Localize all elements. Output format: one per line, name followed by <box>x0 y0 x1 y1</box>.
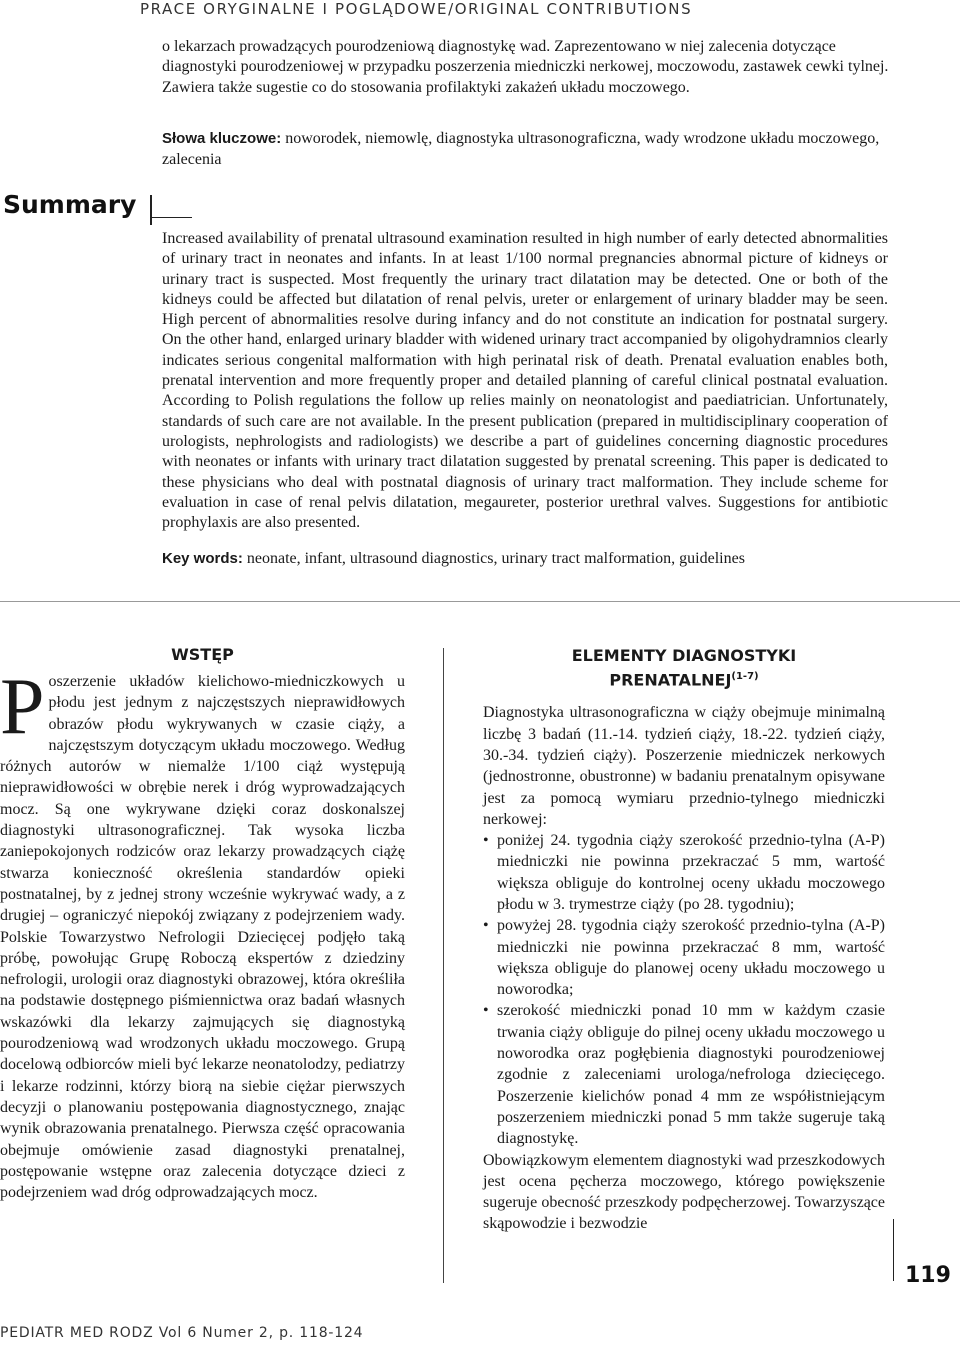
keywords-english-text: neonate, infant, ultrasound diagnostics, urinary tract malformation, guidelines <box>242 550 745 567</box>
section-separator <box>0 601 960 602</box>
left-column <box>0 645 405 1203</box>
prenatal-outro: Obowiązkowym elementem diagnostyki wad przeszkodowych jest ocena pęcherza moczowego, którego powiększenie sugeruje obecność przeszkody podpęcherzowej. Towarzyszące skąpowodzie i bezwodzie <box>483 1151 885 1233</box>
list-item: • powyżej 28. tygodnia ciąży szerokość przednio-tylna (A-P) miedniczki nie powinna przekraczać 8 mm, wartość większa obliguje do planowej oceny układu moczowego u noworodka; <box>483 915 885 1000</box>
keywords-polish-text: noworodek, niemowlę, diagnostyka ultrasonograficzna, wady wrodzone układu moczowego, zalecenia <box>162 130 880 168</box>
section-heading-intro: WSTĘP <box>171 645 234 664</box>
abstract-polish <box>162 37 892 98</box>
summary-text: Increased availability of prenatal ultrasound examination resulted in high number of early detected abnormalities of urinary tract in neonates and infants. In at least 1/100 normal pregnancies abnormal picture of kidneys or urinary tract is suspected. Most frequently the urinary tract dilatation may be detected. One or both of the kidneys could be affected but dilatation of renal pelvis, ureter or enlargement of urinary bladder may be seen. High percent of abnormalities resolve during infancy and do not constitute an indication for postnatal surgery. On the other hand, enlarged urinary bladder with widened urinary tract accompanied by oligohydramnios clearly indicates serious congenital malformation with high perinatal risk of death. Prenatal evaluation enables both, prenatal intervention and more frequently proper and detailed planning of careful clinical postnatal evaluation. According to Polish regulations the follow up relies mainly on neonatologist and paediatrician. Unfortunately, standards of such care are not available. In the present publication (prepared in multidisciplinary cooperation of urologists, nephrologists and radiologists) we describe a part of guidelines concerning diagnostic procedures with neonates or infants with urinary tract dilatation suggested by prenatal screening. This paper is dedicated to these physicians who deal with postnatal diagnosis of urinary tract malformation. They include scheme for evaluation in case of renal pelvis dilatation, megaureter, posterior urethral valves. Suggestions for antibiotic prophylaxis are also presented. <box>162 230 888 532</box>
running-footer: PEDIATR MED RODZ Vol 6 Numer 2, p. 118-124 <box>0 1325 364 1341</box>
keywords-english <box>162 548 888 569</box>
running-header: PRACE ORYGINALNE I POGLĄDOWE/ORIGINAL CONTRIBUTIONS <box>140 0 693 18</box>
list-item: • poniżej 24. tygodnia ciąży szerokość przednio-tylna (A-P) miedniczki nie powinna przekraczać 5 mm, wartość większa obliguje do kontrolnej oceny układu moczowego płodu w 3. trymestrze ciąży (po 28. tygodniu); <box>483 830 885 915</box>
summary-heading: Summary <box>3 190 137 219</box>
keywords-polish <box>162 128 892 170</box>
list-item: • szerokość miedniczki ponad 10 mm w każdym czasie trwania ciąży obliguje do pilnej oceny układu moczowego u noworodka oraz pogłębienia diagnostyki pourodzeniowej zgodnie z zaleceniami urologa/nefrologa dziecięcego. Poszerzenie kielichów ponad 4 mm ze współistniejącym poszerzeniem miedniczki ponad 5 mm także sugeruje taką diagnostykę. <box>483 1000 885 1149</box>
abstract-polish-text: o lekarzach prowadzących pourodzeniową diagnostykę wad. Zaprezentowano w niej zalecenia dotyczące diagnostyki pourodzeniowej w przypadku poszerzenia miedniczki nerkowej, moczowodu, zastawek cewki tylnej. Zawiera także sugestie co do stosowania profilaktyki zakażeń układu moczowego. <box>162 38 889 96</box>
drop-cap: P <box>0 663 45 751</box>
intro-text: oszerzenie układów kielichowo-miedniczkowych u płodu jest jednym z najczęstszych nieprawidłowych obrazów płodu wykrywanych w czasie ciąży, a najczęstszym dotyczącym układu moczowego. Według różnych autorów w niemalże 1/100 ciąż występują nieprawidłowości w obrębie nerek i dróg wyprowadzających mocz. Są one wykrywane dzięki coraz doskonalszej diagnostyki ultrasonograficznej. Tak wysoka liczba zaniepokojonych rodziców oraz lekarzy prowadzących ciążę stwarza konieczność określenia standardów opieki postnatalnej, by z jednej strony wcześnie wykrywać wady, a z drugiej – ograniczyć niepokój związany z podejrzeniem wady. Polskie Towarzystwo Nefrologii Dziecięcej podjęło taką próbę, powołując Grupę Roboczą ekspertów z dziedziny nefrologii, urologii oraz diagnostyki obrazowej, która określiła na podstawie dostępnego piśmiennictwa oraz badań własnych wskazówki dla lekarzy zajmujących się diagnostyką pourodzeniową wad wrodzonych układu moczowego. Grupą docelową odbiorców mieli być lekarze neonatolodzy, pediatrzy i lekarze rodzinni, którzy biorą na siebie ciężar pierwszych decyzji o planowaniu postępowania diagnostycznego, znając wynik obrazowania prenatalnego. Pierwsza część opracowania obejmuje omówienie zasad diagnostyki prenatalnej, postępowanie wstępne oraz zalecenia dotyczące dzieci z podejrzeniem wad dróg odprowadzających mocz. <box>0 673 405 1202</box>
section-heading-prenatal <box>483 645 885 690</box>
right-column <box>483 645 885 1235</box>
summary-divider-vertical <box>150 195 152 225</box>
heading-line-1: ELEMENTY DIAGNOSTYKI <box>571 646 797 665</box>
keywords-polish-label: Słowa kluczowe: <box>162 130 282 147</box>
column-divider <box>443 648 444 1283</box>
keywords-english-label: Key words: <box>162 550 243 567</box>
heading-line-2: PRENATALNEJ <box>609 670 732 690</box>
criteria-list <box>483 830 885 1149</box>
page-number: 119 <box>905 1263 951 1288</box>
heading-citation: (1-7) <box>731 671 759 682</box>
prenatal-intro: Diagnostyka ultrasonograficzna w ciąży obejmuje minimalną liczbę 3 badań (11.-14. tydzień ciąży, 18.-22. tydzień ciąży, 30.-34. tydzień ciąży). Poszerzenie miedniczek nerkowych (jednostronne, obustronne) w badaniu prenatalnym opisywane jest za pomocą wymiaru przednio-tylnego miedniczki nerkowej: <box>483 704 885 828</box>
intro-paragraph <box>0 663 405 1203</box>
page-number-rule <box>893 1219 894 1281</box>
summary-divider-horizontal <box>150 217 192 218</box>
